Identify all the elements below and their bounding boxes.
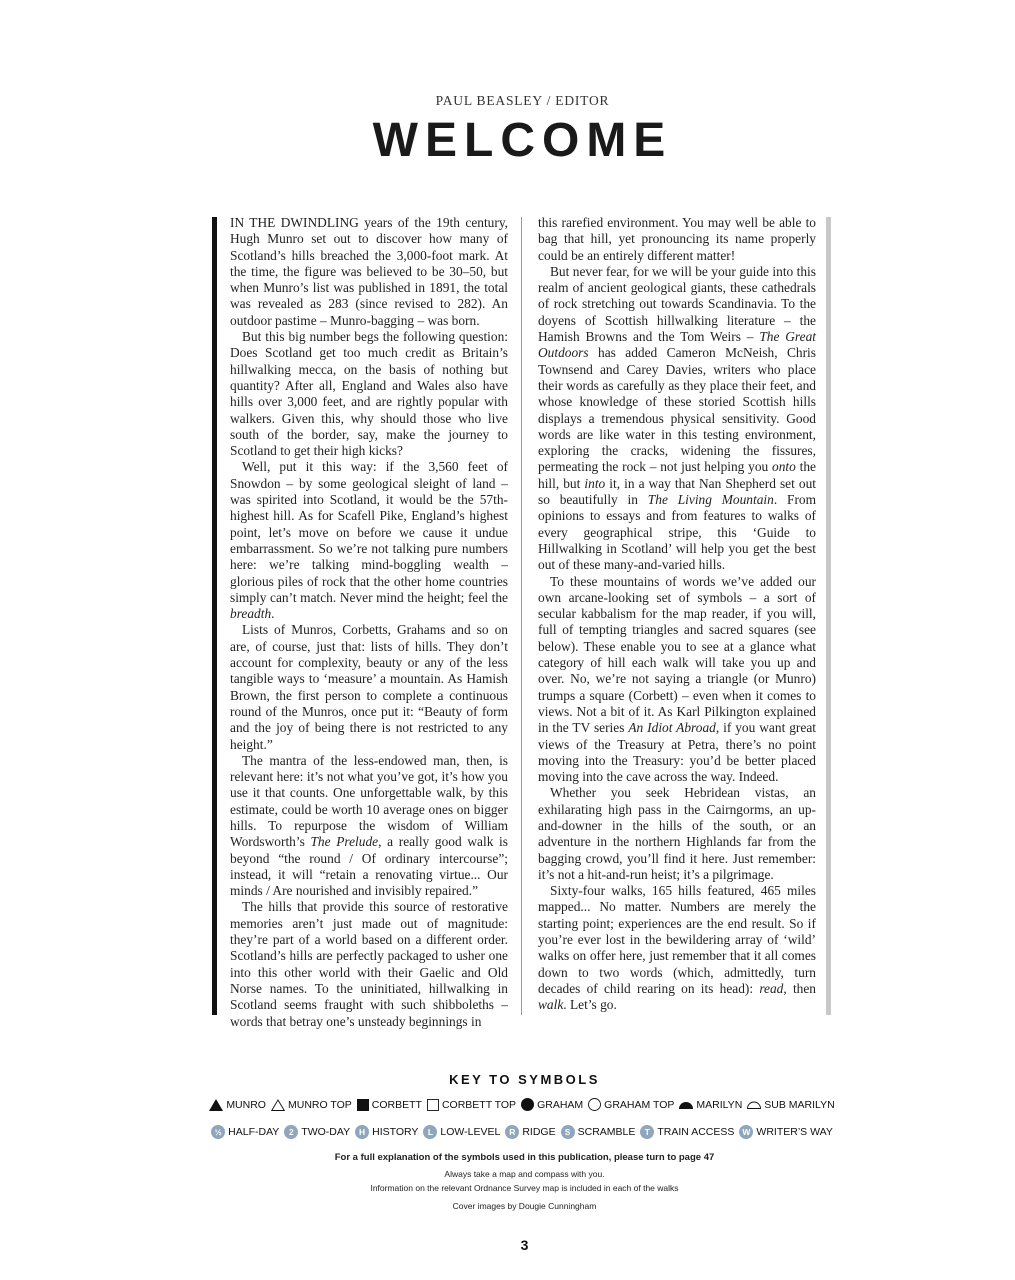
key-item-munro: MUNRO	[209, 1099, 266, 1111]
paragraph: To these mountains of words we’ve added our own arcane-looking set of symbols – a sort of secular kabbalism for the map reader, if you will, full of tempting triangles and sacred squares (see below). These enable you to see at a glance what category of hill each walk will take you up and over. No, we’re not saying a triangle (or Munro) trumps a square (Corbett) – even when it comes to views. Not a bit of it. As Karl Pilkington explained in the TV series An Idiot Abroad, if you want great views of the Treasury at Petra, there’s no point moving into the Treasury: you’d be better placed moving into the cave across the way. Indeed.	[538, 573, 816, 785]
key-item-history: H HISTORY	[355, 1125, 418, 1139]
graham-top-circle-icon	[588, 1098, 601, 1111]
low-level-badge-icon: L	[423, 1125, 437, 1139]
key-item-low-level: L LOW-LEVEL	[423, 1125, 500, 1139]
key-item-train-access: T TRAIN ACCESS	[640, 1125, 734, 1139]
key-item-half-day: ½ HALF-DAY	[211, 1125, 279, 1139]
ordnance-survey-note: Information on the relevant Ordnance Survey map is included in each of the walks	[370, 1183, 679, 1193]
paragraph: Sixty-four walks, 165 hills featured, 465 miles mapped... No matter. Numbers are merely the starting point; experiences are the end result. So if you’re ever lost in the bewildering array of ‘wild’ walks on offer here, just remember that it all comes down to two words (which, admittedly, turn decades of child rearing on its head): read, then walk. Let’s go.	[538, 883, 817, 1013]
paragraph: Well, put it this way: if the 3,560 feet of Snowdon – by some geological sleight of land – was spirited into Scotland, it would be the 57th-highest hill. As for Scafell Pike, England’s highest point, let’s move on before we cause it undue embarrassment. So we’re not talking pure numbers here: we’re talking mind-boggling wealth – glorious piles of rock that the other home countries simply can’t match. Never mind the height; feel the breadth.	[230, 459, 508, 622]
right-accent-bar	[826, 217, 831, 1015]
munro-top-triangle-icon	[271, 1099, 285, 1111]
paragraph: The mantra of the less-endowed man, then, is relevant here: it’s not what you’ve got, it’s how you use it that counts. One unforgettable walk, by this estimate, could be worth 10 average ones on bigger hills. To repurpose the wisdom of William Wordsworth’s The Prelude, a really good walk is beyond “the round / Of ordinary intercourse”; instead, it will “retain a renovating virtue... Our minds / Are nourished and invisibly repaired.”	[230, 752, 508, 899]
article-column-left	[230, 215, 508, 1030]
key-item-munro-top: MUNRO TOP	[271, 1099, 352, 1111]
ridge-badge-icon: R	[505, 1125, 519, 1139]
paragraph: But this big number begs the following question: Does Scotland get too much credit as Britain’s hillwalking mecca, on the basis of nothing but quantity? After all, England and Wales also have hills over 3,000 feet, and are rightly popular with walkers. Given this, why should those who live south of the border, say, make the journey to Scotland to get their high kicks?	[230, 329, 508, 459]
munro-triangle-icon	[209, 1099, 223, 1111]
graham-circle-icon	[521, 1098, 534, 1111]
history-badge-icon: H	[355, 1125, 369, 1139]
column-divider	[521, 217, 522, 1015]
corbett-top-square-icon	[427, 1099, 439, 1111]
key-item-graham-top: GRAHAM TOP	[588, 1098, 674, 1111]
writers-way-badge-icon: W	[739, 1125, 753, 1139]
map-compass-note: Always take a map and compass with you.	[444, 1169, 605, 1179]
paragraph: IN THE DWINDLING years of the 19th century, Hugh Munro set out to discover how many of Scotland’s hills breached the 3,000-foot mark. At the time, the figure was believed to be 30–50, but when Munro’s list was published in 1891, the total was revealed as 283 (since revised to 282). An outdoor pastime – Munro-bagging – was born.	[230, 215, 508, 328]
paragraph: Lists of Munros, Corbetts, Grahams and so on are, of course, just that: lists of hills. They don’t account for complexity, beauty or any of the less tangible ways to ‘measure’ a mountain. As Hamish Brown, the first person to complete a continuous round of the Munros, once put it: “Beauty of form and the joy of being there is not restricted to any height.”	[230, 622, 508, 752]
paragraph: The hills that provide this source of restorative memories aren’t just made out of magnitude: they’re part of a world based on a different order. Scotland’s hills are perfectly packaged to usher one into this other world with their Gaelic and Old Norse names. To the uninitiated, hillwalking in Scotland seems fraught with such shibboleths – words that betray one’s unsteady beginnings in	[230, 899, 508, 1029]
paragraph: this rarefied environment. You may well be able to bag that hill, yet pronouncing its name properly could be an entirely different matter!	[538, 215, 816, 263]
marilyn-dome-icon	[679, 1101, 693, 1109]
key-item-writers-way: W WRITER’S WAY	[739, 1125, 832, 1139]
key-item-sub-marilyn: SUB MARILYN	[747, 1099, 834, 1111]
key-title: KEY TO SYMBOLS	[449, 1072, 600, 1087]
page-title: WELCOME	[372, 114, 673, 167]
symbols-explanation-note: For a full explanation of the symbols used in this publication, please turn to page 47	[334, 1152, 715, 1163]
key-item-corbett: CORBETT	[357, 1099, 422, 1111]
sub-marilyn-dome-icon	[747, 1101, 761, 1109]
key-item-corbett-top: CORBETT TOP	[427, 1099, 516, 1111]
left-accent-bar	[212, 217, 217, 1015]
symbol-row-walks	[0, 1125, 1015, 1139]
cover-credit: Cover images by Dougie Cunningham	[452, 1201, 597, 1211]
key-item-scramble: S SCRAMBLE	[561, 1125, 636, 1139]
paragraph: Whether you seek Hebridean vistas, an exhilarating high pass in the Cairngorms, an up-and-downer in the hills of the south, or an adventure in the northern Highlands far from the bagging crowd, you’ll find it here. Just remember: it’s not a hit-and-run heist; it’s a pilgrimage.	[538, 785, 816, 882]
half-day-badge-icon: ½	[211, 1125, 225, 1139]
corbett-square-icon	[357, 1099, 369, 1111]
scramble-badge-icon: S	[561, 1125, 575, 1139]
key-item-graham: GRAHAM	[521, 1098, 583, 1111]
two-day-badge-icon: 2	[284, 1125, 298, 1139]
page-number: 3	[520, 1237, 529, 1253]
key-item-two-day: 2 TWO-DAY	[284, 1125, 350, 1139]
byline: PAUL BEASLEY / EDITOR	[435, 93, 610, 108]
key-item-ridge: R RIDGE	[505, 1125, 555, 1139]
article-column-right	[538, 215, 816, 1014]
train-access-badge-icon: T	[640, 1125, 654, 1139]
key-item-marilyn: MARILYN	[679, 1099, 742, 1111]
symbol-row-hills	[0, 1098, 1015, 1111]
paragraph: But never fear, for we will be your guide into this realm of ancient geological giants, these cathedrals of rock stretching out towards Scandinavia. To the doyens of Scottish hillwalking literature – the Hamish Browns and the Tom Weirs – The Great Outdoors has added Cameron McNeish, Chris Townsend and Carey Davies, writers who place their words as carefully as they place their feet, and whose knowledge of these storied Scottish hills displays a tremendous physical sensitivity. Good words are like water in this testing environment, exploring the cracks, widening the fissures, permeating the rock – not just helping you onto the hill, but into it, in a way that Nan Shepherd set out so beautifully in The Living Mountain. From opinions to essays and from features to walks of every geographical stripe, this ‘Guide to Hillwalking in Scotland’ will help you get the best out of these many-and-varied hills.	[538, 263, 817, 573]
